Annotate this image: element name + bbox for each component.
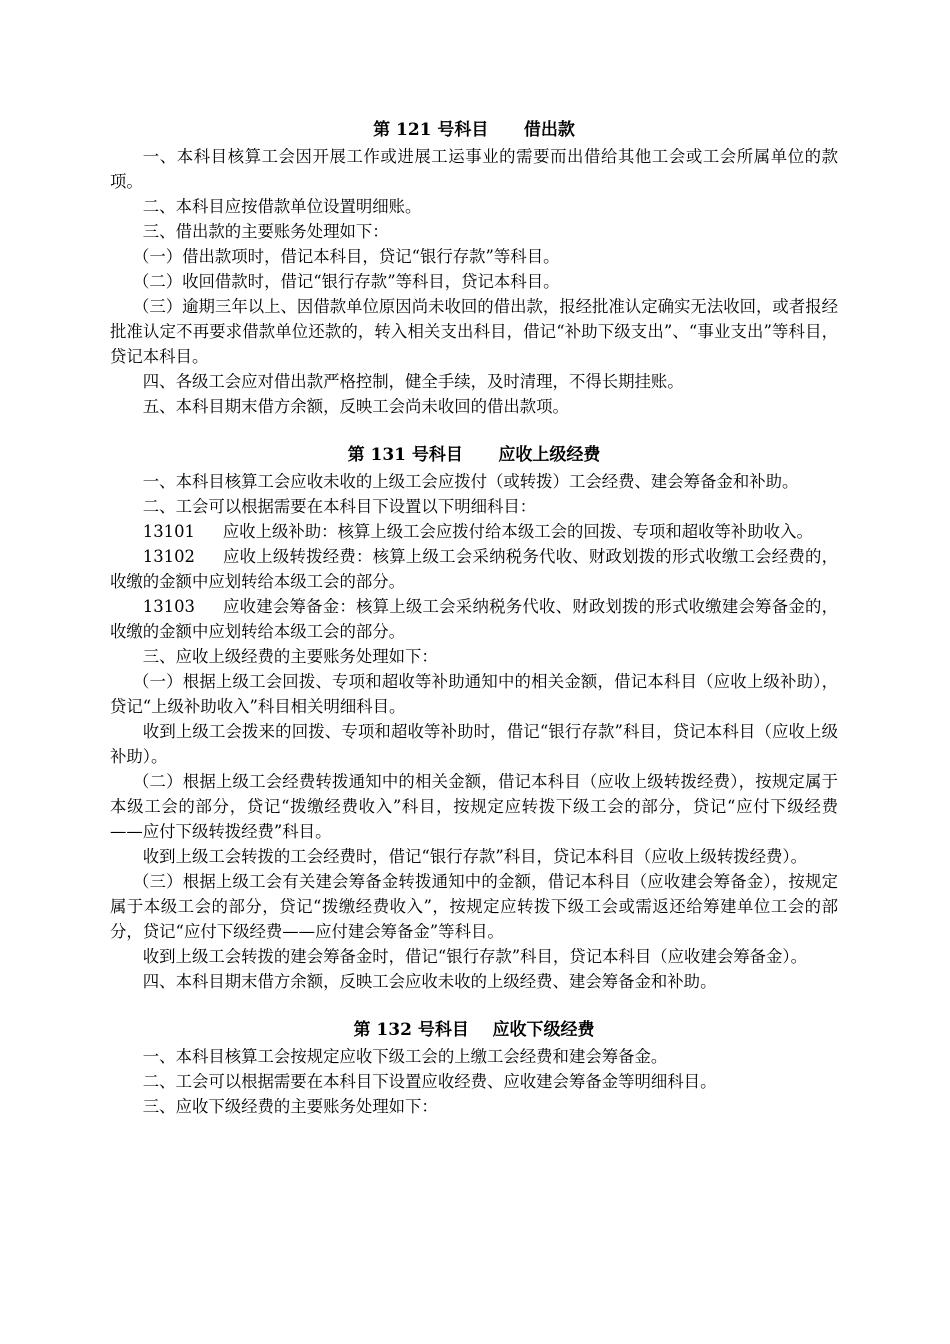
paragraph: 一、本科目核算工会应收未收的上级工会应拨付（或转拨）工会经费、建会筹备金和补助。 bbox=[142, 472, 799, 491]
paragraph: （三）根据上级工会有关建会筹备金转拨通知中的金额，借记本科目（应收建会筹备金），按规定属于本级工会的部分，贷记“拨缴经费收入”，按规定应转拨下级工会或需返还给筹建单位工会的部分，贷记“应付下级经费——应付建会筹备金”等科目。 bbox=[110, 872, 838, 941]
subaccount-item bbox=[110, 544, 838, 594]
section-121 bbox=[110, 116, 838, 419]
paragraph: 二、工会可以根据需要在本科目下设置以下明细科目： bbox=[142, 497, 537, 516]
subaccount-code: 13102 bbox=[142, 547, 195, 566]
paragraph: 二、工会可以根据需要在本科目下设置应收经费、应收建会筹备金等明细科目。 bbox=[142, 1072, 717, 1091]
paragraph: （一）借出款项时，借记本科目，贷记“银行存款”等科目。 bbox=[132, 247, 560, 266]
subaccount-text: 应收上级补助：核算上级工会应拨付给本级工会的回拨、专项和超收等补助收入。 bbox=[222, 522, 813, 541]
paragraph: 收到上级工会转拨的建会筹备金时，借记“银行存款”科目，贷记本科目（应收建会筹备金）。 bbox=[142, 947, 807, 966]
paragraph: 一、本科目核算工会因开展工作或进展工运事业的需要而出借给其他工会或工会所属单位的款项。 bbox=[110, 147, 838, 191]
paragraph: 四、各级工会应对借出款严格控制，健全手续，及时清理，不得长期挂账。 bbox=[142, 372, 684, 391]
section-heading: 第 132 号科目 应收下级经费 bbox=[353, 1020, 595, 1040]
paragraph: 三、借出款的主要账务处理如下： bbox=[142, 222, 389, 241]
subaccount-text: 应收建会筹备金：核算上级工会采纳税务代收、财政划拨的形式收缴建会筹备金的，收缴的金额中应划转给本级工会的部分。 bbox=[110, 597, 838, 641]
paragraph: （二）根据上级工会经费转拨通知中的相关金额，借记本科目（应收上级转拨经费），按规定属于本级工会的部分，贷记“拨缴经费收入”科目，按规定应转拨下级工会的部分，贷记“应付下级经费——应付下级转拨经费”科目。 bbox=[110, 772, 838, 841]
paragraph: （二）收回借款时，借记“银行存款”等科目，贷记本科目。 bbox=[132, 272, 560, 291]
paragraph: 收到上级工会拨来的回拨、专项和超收等补助时，借记“银行存款”科目，贷记本科目（应收上级补助）。 bbox=[110, 722, 838, 766]
paragraph: 二、本科目应按借款单位设置明细账。 bbox=[142, 197, 422, 216]
paragraph: 三、应收上级经费的主要账务处理如下： bbox=[142, 647, 438, 666]
paragraph: 一、本科目核算工会按规定应收下级工会的上缴工会经费和建会筹备金。 bbox=[142, 1047, 668, 1066]
paragraph: 四、本科目期末借方余额，反映工会应收未收的上级经费、建会筹备金和补助。 bbox=[142, 972, 717, 991]
paragraph: 五、本科目期末借方余额，反映工会尚未收回的借出款项。 bbox=[142, 397, 569, 416]
section-gap bbox=[110, 994, 838, 1016]
paragraph: 三、应收下级经费的主要账务处理如下： bbox=[142, 1097, 438, 1116]
subaccount-item bbox=[110, 519, 838, 544]
section-gap bbox=[110, 419, 838, 441]
document-body bbox=[110, 116, 838, 1119]
subaccount-code: 13101 bbox=[142, 522, 195, 541]
paragraph: （三）逾期三年以上、因借款单位原因尚未收回的借出款，报经批准认定确实无法收回，或者报经批准认定不再要求借款单位还款的，转入相关支出科目，借记“补助下级支出”、“事业支出”等科目，贷记本科目。 bbox=[110, 297, 838, 366]
subaccount-item bbox=[110, 594, 838, 644]
section-131 bbox=[110, 441, 838, 994]
paragraph: （一）根据上级工会回拨、专项和超收等补助通知中的相关金额，借记本科目（应收上级补助），贷记“上级补助收入”科目相关明细科目。 bbox=[110, 672, 838, 716]
subaccount-text: 应收上级转拨经费：核算上级工会采纳税务代收、财政划拨的形式收缴工会经费的，收缴的金额中应划转给本级工会的部分。 bbox=[110, 547, 838, 591]
subaccount-code: 13103 bbox=[142, 597, 195, 616]
paragraph: 收到上级工会转拨的工会经费时，借记“银行存款”科目，贷记本科目（应收上级转拨经费）。 bbox=[142, 847, 807, 866]
section-132 bbox=[110, 1016, 838, 1119]
section-heading: 第 121 号科目 借出款 bbox=[373, 120, 575, 140]
section-heading: 第 131 号科目 应收上级经费 bbox=[347, 445, 601, 465]
